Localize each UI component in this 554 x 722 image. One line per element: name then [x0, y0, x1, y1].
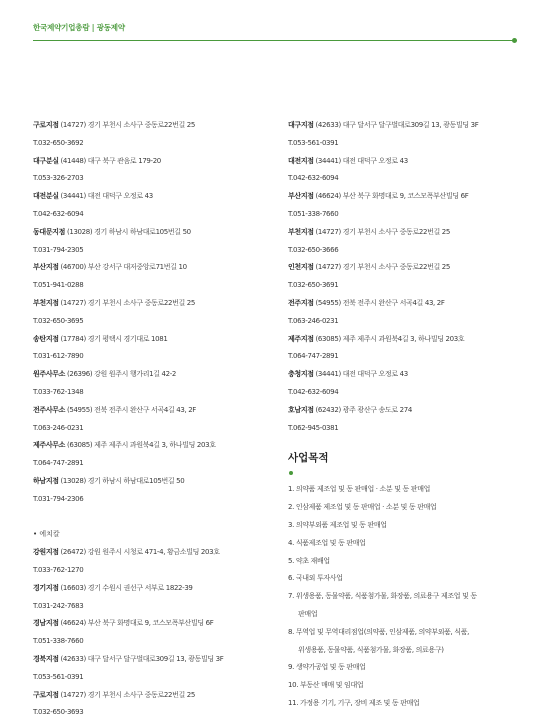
- branch-address: (13028) 경기 하남시 하남대로105번길 50: [67, 228, 191, 236]
- bullet-icon: [289, 471, 293, 475]
- branch-tel: T.063-246-0231: [33, 420, 277, 438]
- branch-address-line: [33, 188, 277, 206]
- branch-address: (16603) 경기 수원시 권선구 서부로 1822-39: [61, 584, 193, 592]
- branch-entry: [33, 331, 277, 367]
- branch-entry: [33, 295, 277, 331]
- branch-address-line: [33, 437, 277, 455]
- purpose-item: 11. 가정용 기기, 기구, 장비 제조 및 동 판매업: [288, 695, 528, 713]
- branch-name: 원주사무소: [33, 370, 65, 378]
- branch-name: 인천지점: [288, 263, 314, 271]
- branch-name: 부천지점: [33, 299, 59, 307]
- branch-name: 경남지점: [33, 619, 59, 627]
- branch-address-line: [288, 366, 528, 384]
- subsidiary-branch-list: [33, 544, 277, 722]
- branch-address: (34441) 대전 대덕구 오정로 43: [316, 370, 408, 378]
- branch-name: 제주사무소: [33, 441, 65, 449]
- branch-address-line: [288, 117, 528, 135]
- branch-name: 전주지점: [288, 299, 314, 307]
- branch-entry: [288, 366, 528, 402]
- branch-name: 제주지점: [288, 335, 314, 343]
- branch-address: (46624) 부산 북구 화명대로 9, 코스모폭부산빌딩 6F: [61, 619, 214, 627]
- branch-entry: [33, 188, 277, 224]
- branch-address-line: [288, 331, 528, 349]
- branch-address-line: [288, 224, 528, 242]
- branch-entry: [33, 402, 277, 438]
- branch-address: (63085) 제주 제주시 과원북4길 3, 하나빌딩 203호: [67, 441, 216, 449]
- branch-address-line: [33, 651, 277, 669]
- branch-entry: [288, 295, 528, 331]
- branch-address-line: [288, 153, 528, 171]
- branch-address-line: [33, 615, 277, 633]
- branch-address-line: [33, 295, 277, 313]
- branch-address-line: [288, 188, 528, 206]
- branch-address: (14727) 경기 부천시 소사구 중동로22번길 25: [61, 121, 195, 129]
- branch-tel: T.042-632-6094: [288, 384, 528, 402]
- branch-entry: [33, 687, 277, 722]
- branch-address-line: [288, 259, 528, 277]
- purpose-item: 1. 의약품 제조업 및 동 판매업 · 소분 및 동 판매업: [288, 481, 528, 499]
- purpose-item: 4. 식품제조업 및 동 판매업: [288, 535, 528, 553]
- branch-entry: [33, 437, 277, 473]
- branch-tel: T.032-650-3666: [288, 242, 528, 260]
- branch-address: (17784) 경기 평택시 경기대로 1081: [61, 335, 168, 343]
- branch-address-line: [33, 153, 277, 171]
- branch-name: 대구지점: [288, 121, 314, 129]
- branch-entry: [33, 153, 277, 189]
- branch-address-line: [33, 473, 277, 491]
- branch-tel: T.053-561-0391: [288, 135, 528, 153]
- purpose-item: 5. 약초 재배업: [288, 553, 528, 571]
- branch-address: (41448) 대구 북구 관음로 179-20: [61, 157, 161, 165]
- branch-address: (63085) 제주 제주시 과원북4길 3, 하나빌딩 203호: [316, 335, 465, 343]
- branch-address: (14727) 경기 부천시 소사구 중동로22번길 25: [316, 263, 450, 271]
- branch-name: 부천지점: [288, 228, 314, 236]
- branch-name: 강원지점: [33, 548, 59, 556]
- spacer: [33, 509, 277, 527]
- branch-address: (34441) 대전 대덕구 오정로 43: [316, 157, 408, 165]
- branch-address: (26396) 강원 원주시 행가리1길 42-2: [67, 370, 176, 378]
- branch-address: (34441) 대전 대덕구 오정로 43: [61, 192, 153, 200]
- page-header: 한국제약기업총람 | 광동제약: [33, 22, 125, 33]
- branch-address: (14727) 경기 부천시 소사구 중동로22번길 25: [61, 299, 195, 307]
- branch-tel: T.063-246-0231: [288, 313, 528, 331]
- branch-tel: T.051-338-7660: [288, 206, 528, 224]
- branch-address: (46700) 부산 강서구 대저중앙로71번길 10: [61, 263, 187, 271]
- branch-name: 대구분실: [33, 157, 59, 165]
- branch-name: 구로지점: [33, 121, 59, 129]
- purpose-item: 7. 위생용품, 동물약품, 식품첨가물, 화장품, 의료용구 제조업 및 동: [288, 588, 528, 606]
- purpose-item: 위생용품, 동물약품, 식품첨가물, 화장품, 의료용구): [288, 642, 528, 660]
- branch-address-line: [33, 224, 277, 242]
- branch-name: 구로지점: [33, 691, 59, 699]
- branch-name: 부산지점: [288, 192, 314, 200]
- purpose-list: [288, 481, 528, 712]
- branch-entry: [33, 117, 277, 153]
- branch-address-line: [33, 687, 277, 705]
- branch-name: 전주사무소: [33, 406, 65, 414]
- branch-tel: T.032-650-3695: [33, 313, 277, 331]
- branch-name: 경북지점: [33, 655, 59, 663]
- branch-name: 동대문지점: [33, 228, 65, 236]
- purpose-item: 2. 인삼제품 제조업 및 동 판매업 · 소분 및 동 판매업: [288, 499, 528, 517]
- branch-entry: [33, 259, 277, 295]
- branch-tel: T.064-747-2891: [33, 455, 277, 473]
- branch-name: 충청지점: [288, 370, 314, 378]
- branch-address-line: [33, 331, 277, 349]
- branch-address-line: [288, 295, 528, 313]
- branch-name: 대전분실: [33, 192, 59, 200]
- branch-tel: T.032-650-3692: [33, 135, 277, 153]
- branch-address: (13028) 경기 하남시 하남대로105번길 50: [61, 477, 185, 485]
- header-rule: [33, 40, 517, 41]
- header-rule-dot: [512, 38, 517, 43]
- branch-tel: T.031-794-2306: [33, 491, 277, 509]
- left-column: [33, 117, 277, 722]
- branch-tel: T.032-650-3693: [33, 704, 277, 722]
- branch-tel: T.053-326-2703: [33, 170, 277, 188]
- branch-entry: [33, 615, 277, 651]
- branch-tel: T.042-632-6094: [33, 206, 277, 224]
- branch-tel: T.031-794-2305: [33, 242, 277, 260]
- branch-name: 하남지점: [33, 477, 59, 485]
- purpose-title: 사업목적: [288, 449, 528, 467]
- branch-entry: [288, 402, 528, 438]
- branch-address-line: [33, 402, 277, 420]
- purpose-item: 6. 국내외 투자사업: [288, 570, 528, 588]
- branch-tel: T.032-650-3691: [288, 277, 528, 295]
- branch-address: (62432) 광주 광산구 송도로 274: [316, 406, 412, 414]
- branch-address-line: [33, 117, 277, 135]
- branch-name: 경기지점: [33, 584, 59, 592]
- branch-tel: T.042-632-6094: [288, 170, 528, 188]
- branch-address-line: [33, 580, 277, 598]
- branch-tel: T.051-941-0288: [33, 277, 277, 295]
- branch-address-line: [33, 259, 277, 277]
- branch-list: [288, 117, 528, 437]
- purpose-item: 3. 의약부외품 제조업 및 동 판매업: [288, 517, 528, 535]
- branch-address-line: [33, 366, 277, 384]
- branch-address: (14727) 경기 부천시 소사구 중동로22번길 25: [61, 691, 195, 699]
- branch-tel: T.053-561-0391: [33, 669, 277, 687]
- branch-address: (46624) 부산 북구 화명대로 9, 코스모폭부산빌딩 6F: [316, 192, 469, 200]
- branch-entry: [288, 224, 528, 260]
- branch-entry: [33, 473, 277, 509]
- branch-address: (42633) 대구 달서구 달구벌대로309길 13, 광동빌딩 3F: [61, 655, 224, 663]
- purpose-item: 9. 생약가공업 및 동 판매업: [288, 659, 528, 677]
- branch-tel: T.033-762-1348: [33, 384, 277, 402]
- branch-tel: T.031-242-7683: [33, 598, 277, 616]
- purpose-item: 8. 무역업 및 무역대리점업(의약품, 인삼제품, 의약부외품, 식품,: [288, 624, 528, 642]
- branch-entry: [288, 259, 528, 295]
- branch-entry: [288, 153, 528, 189]
- branch-tel: T.033-762-1270: [33, 562, 277, 580]
- branch-entry: [33, 580, 277, 616]
- branch-address: (14727) 경기 부천시 소사구 중동로22번길 25: [316, 228, 450, 236]
- branch-name: 대전지점: [288, 157, 314, 165]
- subsidiary-title: • 에치칼: [33, 526, 277, 544]
- branch-tel: T.062-945-0381: [288, 420, 528, 438]
- branch-tel: T.064-747-2891: [288, 348, 528, 366]
- right-column: [288, 117, 528, 713]
- branch-entry: [288, 188, 528, 224]
- branch-address: (26472) 강원 원주시 시청로 471-4, 황금소빌딩 203호: [61, 548, 220, 556]
- branch-name: 호남지점: [288, 406, 314, 414]
- branch-name: 송탄지점: [33, 335, 59, 343]
- branch-address-line: [288, 402, 528, 420]
- branch-address-line: [33, 544, 277, 562]
- branch-entry: [33, 651, 277, 687]
- branch-entry: [288, 331, 528, 367]
- branch-entry: [33, 366, 277, 402]
- branch-entry: [33, 544, 277, 580]
- branch-address: (54955) 전북 전주시 완산구 서곡4길 43, 2F: [316, 299, 445, 307]
- branch-entry: [33, 224, 277, 260]
- branch-address: (54955) 전북 전주시 완산구 서곡4길 43, 2F: [67, 406, 196, 414]
- purpose-item: 10. 부동산 매매 및 임대업: [288, 677, 528, 695]
- branch-name: 부산지점: [33, 263, 59, 271]
- branch-tel: T.051-338-7660: [33, 633, 277, 651]
- branch-list: [33, 117, 277, 509]
- purpose-item: 판매업: [288, 606, 528, 624]
- branch-entry: [288, 117, 528, 153]
- branch-tel: T.031-612-7890: [33, 348, 277, 366]
- branch-address: (42633) 대구 달서구 달구벌대로309길 13, 광동빌딩 3F: [316, 121, 479, 129]
